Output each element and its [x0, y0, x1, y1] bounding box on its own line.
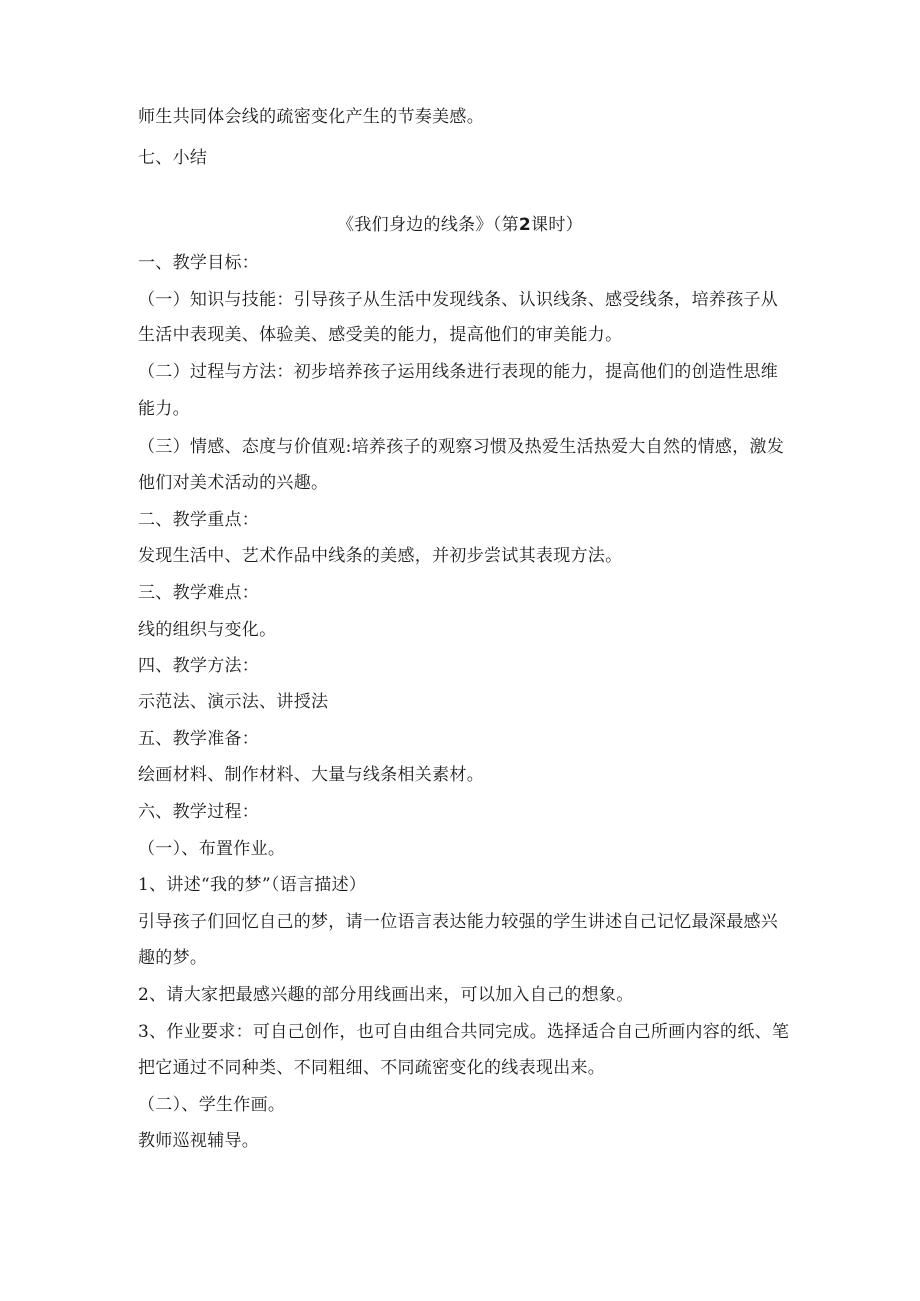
- list-item: 2、请大家把最感兴趣的部分用线画出来，可以加入自己的想象。: [138, 985, 634, 1005]
- section-heading-process: 六、教学过程：: [138, 802, 260, 822]
- subsection-heading: （一）、布置作业。: [138, 839, 286, 859]
- paragraph: 教师巡视辅导。: [138, 1131, 260, 1151]
- lesson-title-open: （第: [492, 215, 519, 235]
- section-heading-key-points: 二、教学重点：: [138, 510, 260, 530]
- list-item: 1、讲述“我的梦”（语言描述）: [138, 875, 367, 895]
- section-heading-objectives: 一、教学目标：: [138, 253, 260, 273]
- paragraph: 师生共同体会线的疏密变化产生的节奏美感。: [138, 107, 484, 127]
- paragraph: （三）情感、态度与价值观:培养孩子的观察习惯及热爱生活热爱大自然的情感，激发: [138, 437, 785, 457]
- section-heading-preparation: 五、教学准备：: [138, 729, 260, 749]
- paragraph: 趣的梦。: [138, 948, 208, 968]
- lesson-title-main: 《我们身边的线条》: [337, 215, 493, 235]
- lesson-number: 2: [518, 215, 532, 235]
- paragraph: 线的组织与变化。: [138, 620, 277, 640]
- paragraph: 绘画材料、制作材料、大量与线条相关素材。: [138, 765, 484, 785]
- list-item: 3、作业要求：可自己创作，也可自由组合共同完成。选择适合自己所画内容的纸、笔: [138, 1022, 790, 1042]
- paragraph: 把它通过不同种类、不同粗细、不同疏密变化的线表现出来。: [138, 1058, 606, 1078]
- section-heading-methods: 四、教学方法：: [138, 656, 260, 676]
- paragraph: 能力。: [138, 399, 190, 419]
- paragraph: 引导孩子们回忆自己的梦，请一位语言表达能力较强的学生讲述自己记忆最深最感兴: [138, 912, 779, 932]
- subsection-heading: （二）、学生作画。: [138, 1095, 286, 1115]
- section-heading-summary: 七、小结: [138, 148, 208, 168]
- section-heading-difficulties: 三、教学难点：: [138, 583, 260, 603]
- paragraph: 生活中表现美、体验美、感受美的能力，提高他们的审美能力。: [138, 325, 623, 345]
- lesson-title: [0, 214, 920, 236]
- lesson-title-close: 课时）: [531, 215, 583, 235]
- paragraph: 发现生活中、艺术作品中线条的美感，并初步尝试其表现方法。: [138, 546, 623, 566]
- paragraph: （二）过程与方法：初步培养孩子运用线条进行表现的能力，提高他们的创造性思维: [138, 362, 779, 382]
- paragraph: （一）知识与技能：引导孩子从生活中发现线条、认识线条、感受线条，培养孩子从: [138, 290, 779, 310]
- paragraph: 示范法、演示法、讲授法: [138, 692, 329, 712]
- paragraph: 他们对美术活动的兴趣。: [138, 473, 329, 493]
